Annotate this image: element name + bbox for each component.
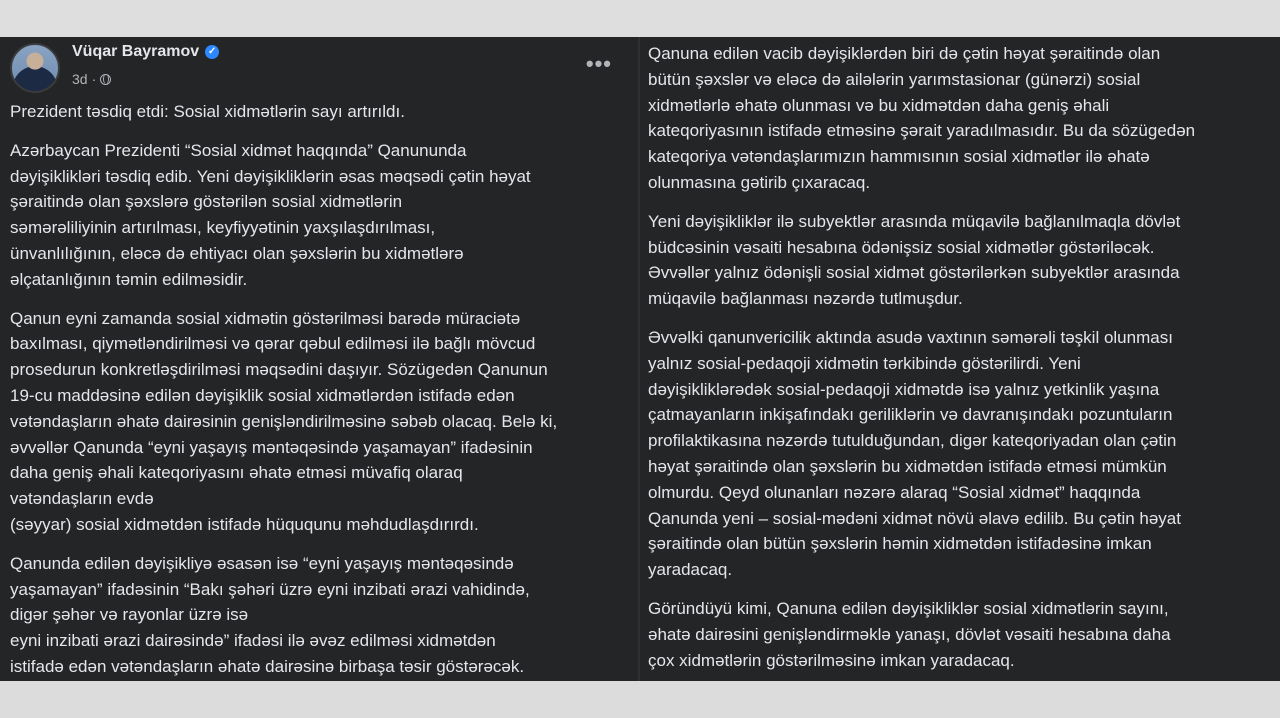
post-panel-right [640, 37, 1280, 681]
background-bottom [0, 681, 1280, 718]
meta-separator: · [91, 71, 97, 87]
globe-icon [100, 74, 111, 85]
post-paragraph: Yeni dəyişikliklər ilə subyektlər arasında müqavilə bağlanılmaqla dövlət büdcəsinin vəsaiti hesabına ödənişsiz sosial xidmətlər göstəriləcək. Əvvəllər yalnız ödənişli sosial xidmət göstərilərkən subyektlər arasında müqavilə bağlanması nəzərdə tutlmuşdur. [648, 211, 1181, 309]
post-paragraph: Qanunda edilən dəyişikliyə əsasən isə “eyni yaşayış məntəqəsində yaşamayan” ifadəsinin “Bakı şəhəri üzrə eyni inzibati ərazi vahidində, digər şəhər və rayonlar üzrə isə eyni inzibati ərazi dairəsində” ifadəsi ilə əvəz edilməsi xidmətdən istifadə edən vətəndaşların əhatə dairəsinə birbaşa təsir göstərəcək. [10, 553, 530, 676]
background-top [0, 0, 1280, 37]
post-header [10, 37, 630, 99]
author-row [72, 43, 219, 61]
post-paragraph: Qanun eyni zamanda sosial xidmətin göstərilməsi barədə müraciətə baxılması, qiymətləndirilməsi və qərar qəbul edilməsi ilə bağlı mövcud prosedurun konkretləşdirilməsi məqsədini daşıyır. Sözügedən Qanunun 19-cu maddəsinə edilən dəyişiklik sosial xidmətlərdən istifadə edən vətəndaşların əhatə dairəsinin genişləndirilməsinə səbəb olacaq. Belə ki, əvvəllər Qanunda “eyni yaşayış məntəqəsində yaşamayan” ifadəsinin daha geniş əhali kateqoriyasını əhatə etməsi müvafiq olaraq vətəndaşların evdə (səyyar) sosial xidmətdən istifadə hüququnu məhdudlaşdırırdı. [10, 308, 558, 534]
verified-badge-icon: ✓ [205, 45, 219, 59]
more-options-icon[interactable]: ••• [585, 51, 612, 76]
post-time[interactable]: 3d [72, 71, 88, 87]
post-paragraph: Qanuna edilən vacib dəyişiklərdən biri də çətin həyat şəraitində olan bütün şəxslər və eləcə də ailələrin yarımstasionar (günərzi) sosial xidmətlərlə əhatə olunması və bu xidmətdən daha geniş əhali kateqoriyasının istifadə etməsinə şərait yaradılmasıdır. Bu da sözügedən kateqoriya vətəndaşlarımızın hammısının sosial xidmətlər ilə əhatə olunmasına gətirib çıxaracaq. [648, 44, 1196, 192]
post-paragraph: Göründüyü kimi, Qanuna edilən dəyişikliklər sosial xidmətlərin sayını, əhatə dairəsini genişləndirməklə yanaşı, dövlət vəsaiti hesabına daha çox xidmətlərin göstərilməsinə imkan yaradacaq. [648, 598, 1171, 670]
post-paragraph: Prezident təsdiq etdi: Sosial xidmətlərin sayı artırıldı. [10, 102, 405, 121]
post-meta [72, 71, 111, 87]
post-paragraph: Əvvəlki qanunvericilik aktında asudə vaxtının səmərəli təşkil olunması yalnız sosial-pedaqoji xidmətin tərkibində göstərilirdi. Yeni dəyişikliklərədək sosial-pedaqoji xidmətdə isə yalnız yetkinlik yaşına çatmayanların inkişafındakı geriliklərin və davranışındakı pozuntuların profilaktikasına nəzərdə tutulduğundan, digər kateqoriyadan olan çətin həyat şəraitində olan şəxslərin bu xidmətdən istifadə etməsi mümkün olmurdu. Qeyd olunanları nəzərə alaraq “Sosial xidmət” haqqında Qanunda yeni – sosial-mədəni xidmət növü əlavə edilib. Bu çətin həyat şəraitində olan bütün şəxslərin həmin xidmətdən istifadəsinə imkan yaradacaq. [648, 327, 1181, 580]
author-name[interactable]: Vüqar Bayramov [72, 43, 200, 60]
post-panel-left [0, 37, 638, 681]
avatar[interactable] [10, 43, 60, 93]
post-paragraph: Azərbaycan Prezidenti “Sosial xidmət haqqında” Qanununda dəyişiklikləri təsdiq edib. Yeni dəyişikliklərin əsas məqsədi çətin həyat şəraitində olan şəxslərə göstərilən sosial xidmətlərin səmərəliliyinin artırılması, keyfiyyətinin yaxşılaşdırılması, ünvanlılığının, eləcə də ehtiyacı olan şəxslərin bu xidmətlərə əlçatanlığının təmin edilməsidir. [10, 140, 531, 289]
